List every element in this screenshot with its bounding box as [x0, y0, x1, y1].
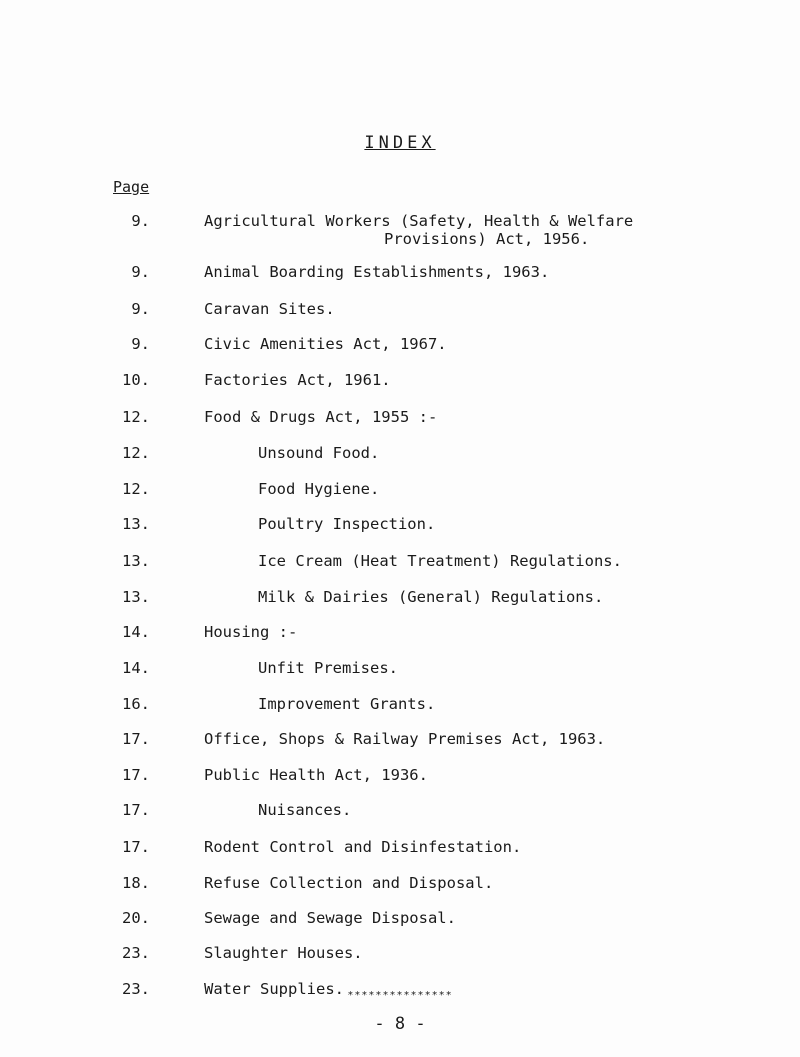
entry-page-number: 20.: [122, 909, 150, 927]
entry-title: Animal Boarding Establishments, 1963.: [204, 263, 550, 281]
entry-title: Office, Shops & Railway Premises Act, 1963.: [204, 730, 606, 748]
entry-page-number: 17.: [122, 801, 150, 819]
entry-title: Public Health Act, 1936.: [204, 766, 428, 784]
entry-title: Water Supplies.: [204, 980, 344, 998]
entry-title-continued: Provisions) Act, 1956.: [384, 230, 590, 248]
entry-page-number: 12.: [122, 444, 150, 462]
page-column-heading: Page: [113, 178, 150, 196]
entry-page-number: 17.: [122, 838, 150, 856]
entry-title: Improvement Grants.: [258, 695, 436, 713]
entry-title: Refuse Collection and Disposal.: [204, 874, 494, 892]
entry-title: Caravan Sites.: [204, 300, 335, 318]
entry-page-number: 13.: [122, 552, 150, 570]
entry-page-number: 14.: [122, 659, 150, 677]
entry-page-number: 18.: [122, 874, 150, 892]
entry-title: Slaughter Houses.: [204, 944, 363, 962]
entry-page-number: 23.: [122, 944, 150, 962]
entry-page-number: 9.: [131, 263, 150, 281]
entry-title: Unfit Premises.: [258, 659, 398, 677]
entry-title: Food Hygiene.: [258, 480, 380, 498]
star-divider: ***************: [347, 990, 453, 1001]
page-number: - 8 -: [374, 1014, 426, 1034]
entry-title: Ice Cream (Heat Treatment) Regulations.: [258, 552, 622, 570]
entry-page-number: 10.: [122, 371, 150, 389]
entry-title: Factories Act, 1961.: [204, 371, 391, 389]
entry-page-number: 12.: [122, 480, 150, 498]
entry-title: Milk & Dairies (General) Regulations.: [258, 588, 604, 606]
entry-title: Civic Amenities Act, 1967.: [204, 335, 447, 353]
entry-title: Nuisances.: [258, 801, 352, 819]
entry-page-number: 17.: [122, 766, 150, 784]
entry-page-number: 12.: [122, 408, 150, 426]
entry-title: Poultry Inspection.: [258, 515, 436, 533]
entry-title: Agricultural Workers (Safety, Health & Welfare: [204, 212, 634, 230]
entry-title: Rodent Control and Disinfestation.: [204, 838, 522, 856]
entry-title: Unsound Food.: [258, 444, 380, 462]
entry-page-number: 9.: [131, 300, 150, 318]
entry-page-number: 14.: [122, 623, 150, 641]
entry-title: Housing :-: [204, 623, 298, 641]
entry-page-number: 23.: [122, 980, 150, 998]
entry-page-number: 13.: [122, 515, 150, 533]
entry-title: Sewage and Sewage Disposal.: [204, 909, 456, 927]
index-title: INDEX: [364, 133, 436, 153]
entry-page-number: 17.: [122, 730, 150, 748]
entry-page-number: 13.: [122, 588, 150, 606]
entry-page-number: 9.: [131, 212, 150, 230]
entry-title: Food & Drugs Act, 1955 :-: [204, 408, 438, 426]
entry-page-number: 16.: [122, 695, 150, 713]
entry-page-number: 9.: [131, 335, 150, 353]
